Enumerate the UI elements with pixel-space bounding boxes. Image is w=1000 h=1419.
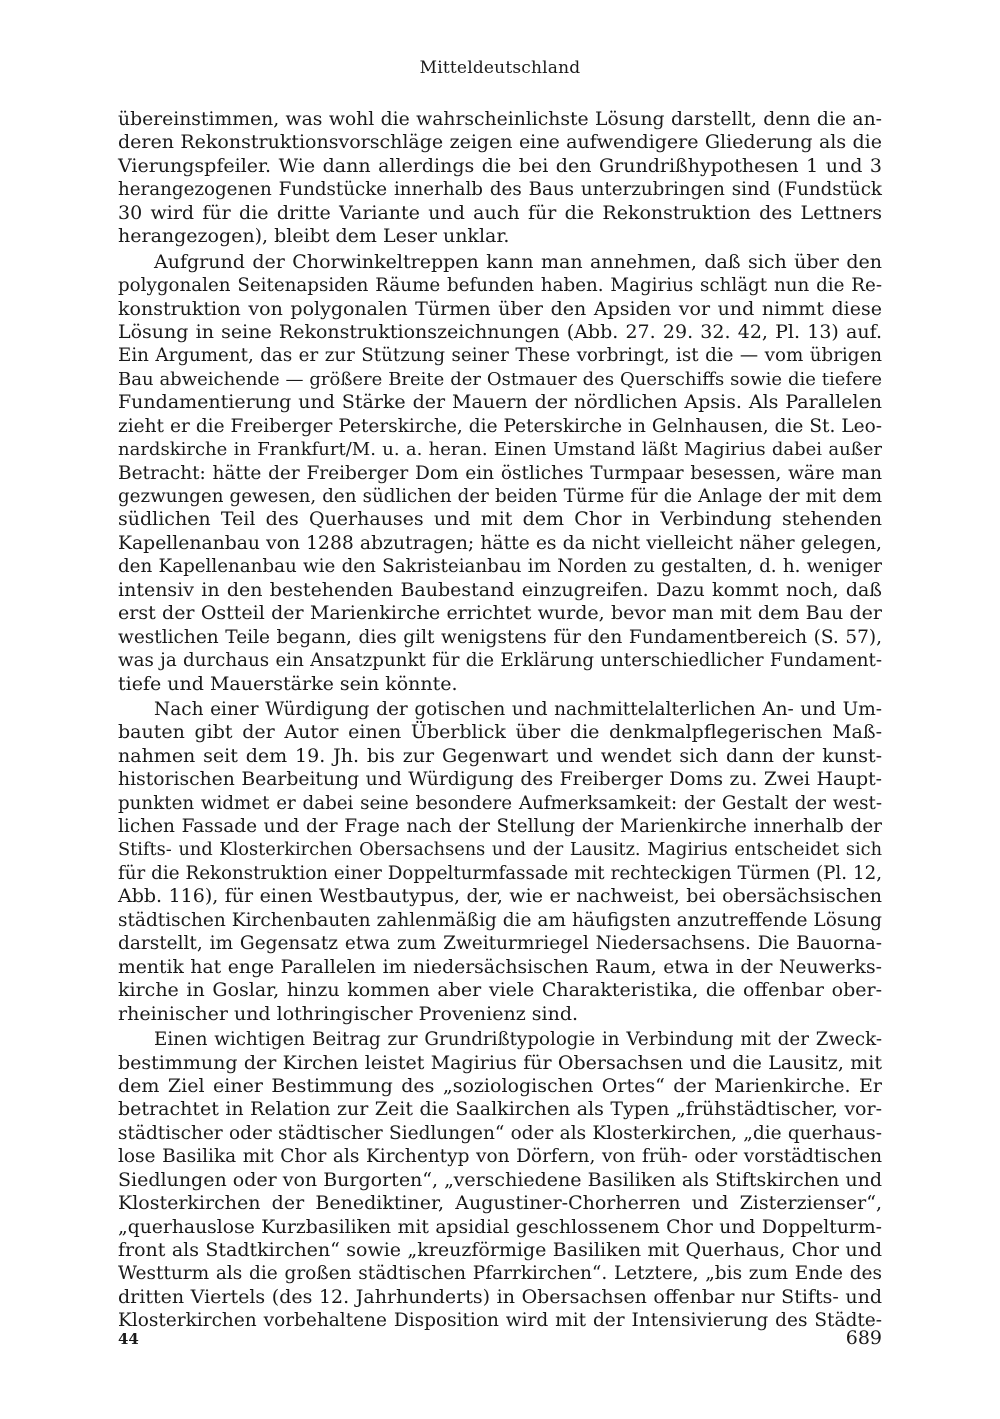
text-line: Siedlungen oder von Burgorten“, „verschiedene Basiliken als Stiftskirchen und: [118, 1168, 882, 1191]
text-line: Einen wichtigen Beitrag zur Grundrißtypologie in Verbindung mit der Zweck-: [154, 1029, 882, 1051]
body-text: [118, 108, 882, 1333]
text-line: bestimmung der Kirchen leistet Magirius für Obersachsen und die Lausitz, mit: [118, 1051, 882, 1074]
text-line: den Kapellenanbau wie den Sakristeianbau im Norden zu gestalten, d. h. weniger: [118, 556, 882, 578]
text-line: was ja durchaus ein Ansatzpunkt für die Erklärung unterschiedlicher Fundament-: [118, 650, 882, 672]
text-line: darstellt, im Gegensatz etwa zum Zweiturmriegel Niedersachsens. Die Bauorna-: [118, 933, 882, 955]
text-line: betrachtet in Relation zur Zeit die Saalkirchen als Typen „frühstädtischer, vor-: [118, 1098, 882, 1121]
text-line: nardskirche in Frankfurt/M. u. a. heran. Einen Umstand läßt Magirius dabei außer: [118, 439, 882, 461]
text-line: lichen Fassade und der Frage nach der Stellung der Marienkirche innerhalb der: [118, 816, 882, 838]
text-line: städtischer oder städtischer Siedlungen“ oder als Klosterkirchen, „die querhaus-: [118, 1122, 882, 1144]
paragraph-4: [118, 1028, 882, 1333]
paragraph-1: [118, 108, 882, 249]
text-line: mentik hat enge Parallelen im niedersächsischen Raum, etwa in der Neuwerks-: [118, 956, 882, 978]
text-line: bauten gibt der Autor einen Überblick über die denkmalpflegerischen Maß-: [118, 721, 882, 744]
paragraph-2: [118, 251, 882, 696]
text-line: Lösung in seine Rekonstruktionszeichnungen (Abb. 27. 29. 32. 42, Pl. 13) auf.: [118, 320, 882, 343]
text-line: front als Stadtkirchen“ sowie „kreuzförmige Basiliken mit Querhaus, Chor und: [118, 1239, 882, 1261]
text-line: Klosterkirchen vorbehaltene Disposition wird mit der Intensivierung des Städte-: [118, 1310, 882, 1332]
text-line: intensiv in den bestehenden Baubestand einzugreifen. Dazu kommt noch, daß: [118, 578, 882, 601]
text-line: nahmen seit dem 19. Jh. bis zur Gegenwart und wendet sich dann der kunst-: [118, 744, 882, 767]
text-line: Bau abweichende — größere Breite der Ostmauer des Querschiffs sowie die tiefere: [118, 368, 882, 390]
signature-mark: 44: [118, 1330, 139, 1348]
text-line: Kapellenanbau von 1288 abzutragen; hätte es da nicht vielleicht näher gelegen,: [118, 532, 882, 554]
text-line: Betracht: hätte der Freiberger Dom ein östliches Turmpaar besessen, wäre man: [118, 462, 882, 484]
text-line: konstruktion von polygonalen Türmen über den Apsiden vor und nimmt diese: [118, 297, 882, 320]
text-line: 30 wird für die dritte Variante und auch für die Rekonstruktion des Lettners: [118, 201, 882, 224]
text-line: dritten Viertels (des 12. Jahrhunderts) in Obersachsen offenbar nur Stifts- und: [118, 1285, 882, 1308]
text-line: Fundamentierung und Stärke der Mauern der nördlichen Apsis. Als Parallelen: [118, 391, 882, 414]
text-line: polygonalen Seitenapsiden Räume befunden haben. Magirius schlägt nun die Re-: [118, 275, 882, 297]
text-line: herangezogen), bleibt dem Leser unklar.: [118, 225, 510, 248]
text-line: historischen Bearbeitung und Würdigung des Freiberger Doms zu. Zwei Haupt-: [118, 769, 882, 791]
text-line: rheinischer und lothringischer Provenienz sind.: [118, 1002, 579, 1025]
paragraph-3: [118, 698, 882, 1026]
running-title: Mitteldeutschland: [419, 58, 581, 78]
text-line: gezwungen gewesen, den südlichen der beiden Türme für die Anlage der mit dem: [118, 486, 882, 507]
text-line: für die Rekonstruktion einer Doppelturmfassade mit rechteckigen Türmen (Pl. 12,: [118, 863, 882, 884]
text-line: kirche in Goslar, hinzu kommen aber viele Charakteristika, die offenbar ober-: [118, 979, 882, 1002]
text-line: lose Basilika mit Chor als Kirchentyp von Dörfern, von früh- oder vorstädtischen: [118, 1146, 882, 1168]
text-line: westlichen Teile begann, dies gilt wenigstens für den Fundamentbereich (S. 57),: [118, 626, 882, 648]
text-line: südlichen Teil des Querhauses und mit dem Chor in Verbindung stehenden: [118, 508, 882, 531]
text-line: Stifts- und Klosterkirchen Obersachsens und der Lausitz. Magirius entscheidet sich: [118, 839, 882, 860]
text-line: erst der Ostteil der Marienkirche errichtet wurde, bevor man mit dem Bau der: [118, 602, 882, 625]
text-line: Klosterkirchen der Benediktiner, Augustiner-Chorherren und Zisterzienser“,: [118, 1192, 882, 1215]
text-line: Nach einer Würdigung der gotischen und nachmittelalterlichen An- und Um-: [154, 698, 882, 720]
text-line: punkten widmet er dabei seine besondere Aufmerksamkeit: der Gestalt der west-: [118, 792, 882, 814]
text-line: Vierungspfeiler. Wie dann allerdings die bei den Grundrißhypothesen 1 und 3: [118, 154, 882, 177]
text-line: übereinstimmen, was wohl die wahrscheinlichste Lösung darstellt, denn die an-: [118, 109, 882, 130]
text-line: deren Rekonstruktionsvorschläge zeigen eine aufwendigere Gliederung als die: [118, 131, 882, 154]
text-line: städtischen Kirchenbauten zahlenmäßig die am häufigsten anzutreffende Lösung: [118, 909, 882, 931]
text-line: Ein Argument, das er zur Stützung seiner These vorbringt, ist die — vom übrigen: [118, 345, 882, 367]
text-line: Westturm als die großen städtischen Pfarrkirchen“. Letztere, „bis zum Ende des: [118, 1263, 882, 1285]
text-line: dem Ziel einer Bestimmung des „soziologischen Ortes“ der Marienkirche. Er: [118, 1074, 882, 1097]
text-line: Abb. 116), für einen Westbautypus, der, wie er nachweist, bei obersächsischen: [118, 885, 882, 908]
text-line: zieht er die Freiberger Peterskirche, die Peterskirche in Gelnhausen, die St. Leo-: [118, 415, 882, 437]
page-number: 689: [845, 1327, 882, 1349]
text-line: „querhauslose Kurzbasiliken mit apsidial geschlossenem Chor und Doppelturm-: [118, 1216, 882, 1238]
text-line: herangezogenen Fundstücke innerhalb des Baus unterzubringen sind (Fundstück: [118, 179, 882, 201]
text-line: Aufgrund der Chorwinkeltreppen kann man annehmen, daß sich über den: [154, 250, 882, 273]
text-line: tiefe und Mauerstärke sein könnte.: [118, 672, 458, 695]
